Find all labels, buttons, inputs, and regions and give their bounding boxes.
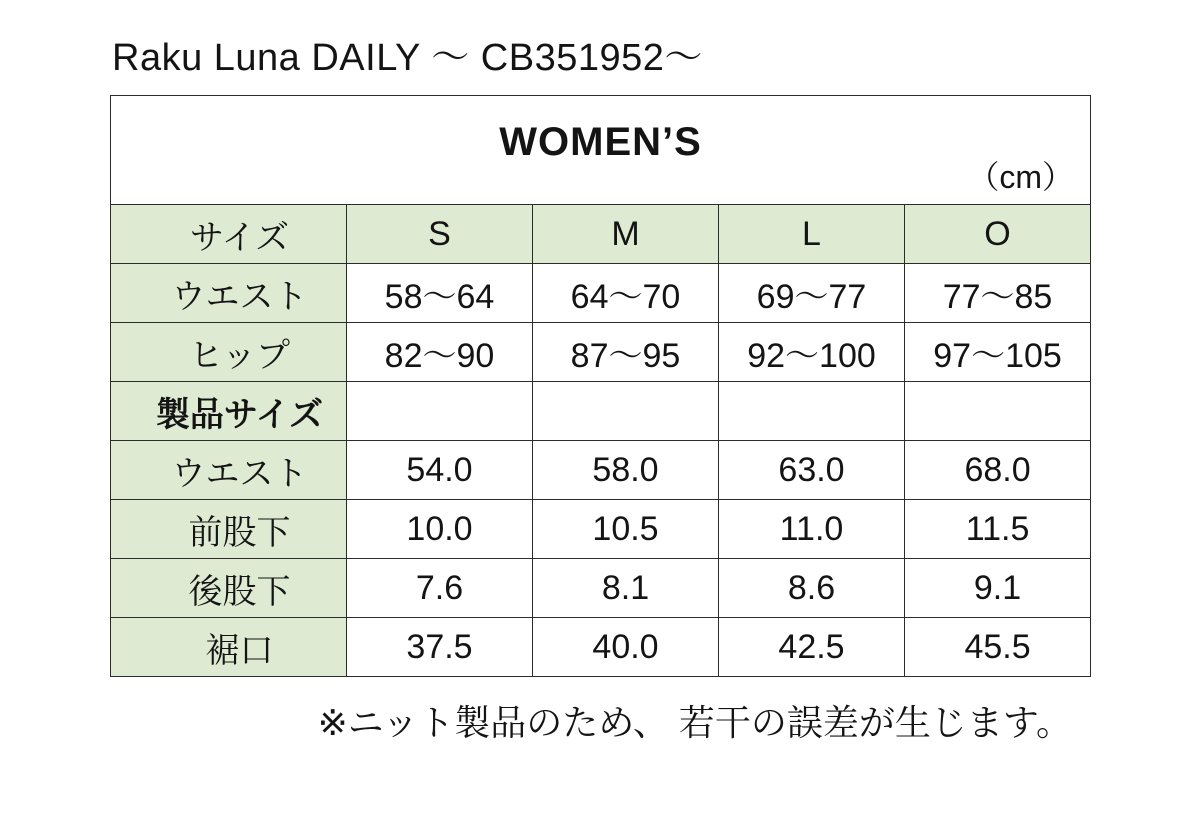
cell-hip-body-o: 97〜105 (905, 323, 1091, 382)
row-label-waist-body: ウエスト (111, 264, 347, 323)
cell-hem-m: 40.0 (533, 618, 719, 677)
size-header-row (111, 205, 1091, 264)
size-header-o: O (905, 205, 1091, 264)
table-row (111, 264, 1091, 323)
table-row (111, 441, 1091, 500)
table-row (111, 618, 1091, 677)
cell-blank-m (533, 382, 719, 441)
size-table (110, 95, 1091, 677)
cell-back-rise-s: 7.6 (347, 559, 533, 618)
unit-label: （cm） (967, 159, 1075, 195)
page-title: Raku Luna DAILY 〜 CB351952〜 (112, 37, 703, 79)
cell-front-rise-s: 10.0 (347, 500, 533, 559)
disclaimer-note: ※ニット製品のため、 若干の誤差が生じます。 (317, 702, 1072, 743)
row-label-hem: 裾口 (111, 618, 347, 677)
cell-back-rise-l: 8.6 (719, 559, 905, 618)
cell-hem-l: 42.5 (719, 618, 905, 677)
row-label-hip-body: ヒップ (111, 323, 347, 382)
size-header-s: S (347, 205, 533, 264)
size-header-m: M (533, 205, 719, 264)
table-row (111, 500, 1091, 559)
cell-front-rise-l: 11.0 (719, 500, 905, 559)
row-label-front-rise: 前股下 (111, 500, 347, 559)
cell-front-rise-o: 11.5 (905, 500, 1091, 559)
cell-waist-product-o: 68.0 (905, 441, 1091, 500)
row-label-back-rise: 後股下 (111, 559, 347, 618)
cell-blank-s (347, 382, 533, 441)
cell-blank-o (905, 382, 1091, 441)
cell-waist-product-m: 58.0 (533, 441, 719, 500)
row-label-size: サイズ (111, 205, 347, 264)
cell-hip-body-m: 87〜95 (533, 323, 719, 382)
cell-back-rise-o: 9.1 (905, 559, 1091, 618)
category-title: WOMEN’S (499, 120, 702, 164)
cell-waist-body-m: 64〜70 (533, 264, 719, 323)
cell-waist-product-l: 63.0 (719, 441, 905, 500)
size-header-l: L (719, 205, 905, 264)
table-row (111, 559, 1091, 618)
cell-hip-body-s: 82〜90 (347, 323, 533, 382)
cell-front-rise-m: 10.5 (533, 500, 719, 559)
table-header-cell (111, 96, 1091, 205)
product-section-row (111, 382, 1091, 441)
row-label-product-size: 製品サイズ (111, 382, 347, 441)
cell-waist-body-o: 77〜85 (905, 264, 1091, 323)
cell-hem-o: 45.5 (905, 618, 1091, 677)
cell-hem-s: 37.5 (347, 618, 533, 677)
table-row (111, 323, 1091, 382)
table-header-row (111, 96, 1091, 205)
cell-waist-body-s: 58〜64 (347, 264, 533, 323)
cell-blank-l (719, 382, 905, 441)
cell-waist-body-l: 69〜77 (719, 264, 905, 323)
cell-hip-body-l: 92〜100 (719, 323, 905, 382)
cell-waist-product-s: 54.0 (347, 441, 533, 500)
row-label-waist-product: ウエスト (111, 441, 347, 500)
cell-back-rise-m: 8.1 (533, 559, 719, 618)
